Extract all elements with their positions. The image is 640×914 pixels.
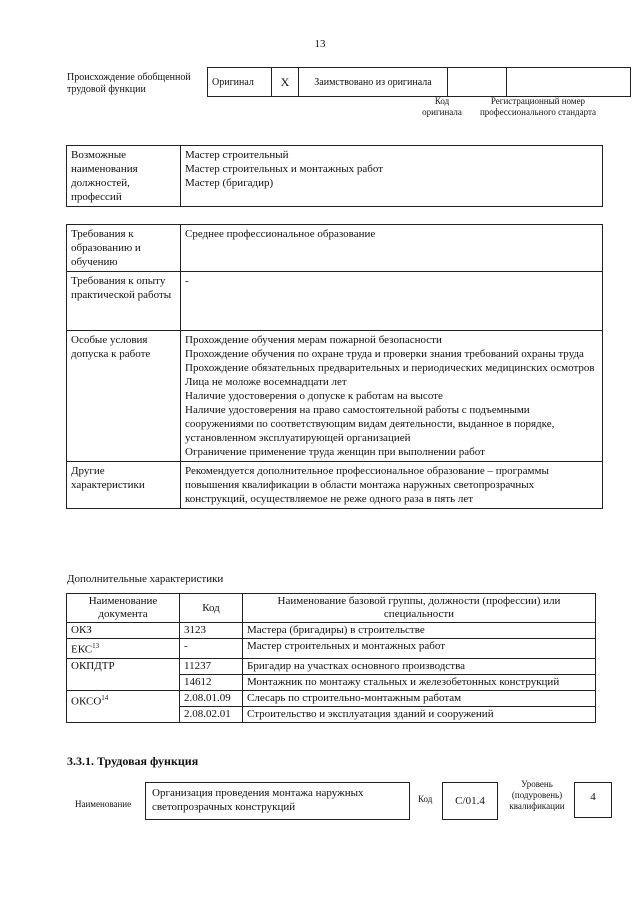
codes-doc [67, 639, 180, 659]
requirement-line: Наличие удостоверения о допуске к работам на высоте [185, 390, 443, 402]
codes-doc [67, 623, 180, 639]
origin-label: Происхождение обобщенной трудовой функции [67, 72, 191, 95]
position-item: Мастер (бригадир) [185, 177, 274, 189]
positions-table [66, 145, 603, 207]
origin-table [207, 67, 631, 97]
function-code: C/01.4 [442, 782, 498, 820]
requirement-line: Лица не моложе восемнадцати лет [185, 376, 347, 388]
requirement-value [181, 331, 603, 462]
requirement-line: - [185, 275, 189, 287]
origin-reg-cell [507, 68, 631, 97]
codes-name: Слесарь по строительно-монтажным работам [243, 690, 596, 706]
origin-borrowed-label: Заимствовано из оригинала [314, 76, 432, 88]
codes-header-code: Код [180, 594, 243, 623]
requirement-line: Рекомендуется дополнительное профессиональное образование – программы повышения квалификации в области монтажа наружных светопрозрачных конструкций, осуществляемое не реже одного раза в пять лет [185, 465, 549, 505]
origin-code-cell [448, 68, 507, 97]
codes-row [67, 639, 596, 659]
requirement-line: Ограничение применение труда женщин при выполнении работ [185, 446, 485, 458]
qualification-level: 4 [574, 782, 612, 818]
codes-row [67, 658, 596, 674]
origin-code-caption: Код оригинала [422, 96, 462, 117]
codes-name: Мастера (бригадиры) в строительстве [243, 623, 596, 639]
requirement-label: Требования к образованию и обучению [67, 225, 181, 272]
codes-code: 2.08.02.01 [180, 706, 243, 722]
origin-original-label: Оригинал [212, 76, 254, 88]
requirement-line: Наличие удостоверения на право самостоятельной работы с подъемными сооружениями по соответствующим видам деятельности, выданное в порядке, установленном эксплуатирующей организацией [185, 404, 555, 444]
origin-borrowed-cell [299, 68, 448, 97]
doc-name: ОКПДТР [71, 659, 115, 672]
requirement-value [181, 225, 603, 272]
position-item: Мастер строительный [185, 149, 289, 161]
qualification-level-label: Уровень (подуровень) квалификации [509, 779, 565, 811]
requirement-label: Требования к опыту практической работы [67, 272, 181, 331]
codes-row [67, 690, 596, 706]
function-name: Организация проведения монтажа наружных светопрозрачных конструкций [145, 782, 410, 820]
footnote-ref: 13 [92, 642, 100, 650]
codes-name: Монтажник по монтажу стальных и железобетонных конструкций [243, 674, 596, 690]
positions-label: Возможные наименования должностей, профессий [67, 146, 181, 207]
positions-values [181, 146, 603, 207]
codes-name: Мастер строительных и монтажных работ [243, 639, 596, 659]
doc-name: ЕКС [71, 643, 93, 656]
requirement-line: Прохождение обучения по охране труда и проверки знания требований охраны труда [185, 348, 584, 360]
doc-name: ОКЗ [71, 624, 92, 636]
codes-header-doc: Наименование документа [67, 594, 180, 623]
requirement-label: Особые условия допуска к работе [67, 331, 181, 462]
extra-characteristics-title: Дополнительные характеристики [67, 573, 224, 585]
section-title: 3.3.1. Трудовая функция [67, 754, 199, 768]
footnote-ref: 14 [101, 693, 109, 702]
codes-doc [67, 690, 180, 722]
origin-original-cell [208, 68, 272, 97]
codes-name: Бригадир на участках основного производства [243, 658, 596, 674]
requirement-value [181, 462, 603, 509]
requirement-line: Среднее профессиональное образование [185, 228, 376, 240]
codes-code: 11237 [180, 658, 243, 674]
requirement-line: Прохождение обучения мерам пожарной безопасности [185, 334, 442, 346]
function-code-label: Код [418, 794, 433, 804]
codes-code: - [180, 639, 243, 659]
requirement-value [181, 272, 603, 331]
position-item: Мастер строительных и монтажных работ [185, 163, 383, 175]
origin-mark: X [280, 74, 290, 89]
codes-name: Строительство и эксплуатация зданий и сооружений [243, 706, 596, 722]
requirement-label: Другие характеристики [67, 462, 181, 509]
codes-code: 14612 [180, 674, 243, 690]
codes-doc [67, 658, 180, 690]
codes-table [66, 593, 596, 723]
doc-name: ОКСО [71, 695, 102, 708]
requirements-table [66, 224, 603, 509]
page-number: 13 [314, 38, 326, 50]
codes-code: 2.08.01.09 [180, 690, 243, 706]
requirement-line: Прохождение обязательных предварительных и периодических медицинских осмотров [185, 362, 595, 374]
origin-mark-cell [272, 68, 299, 97]
function-name-label: Наименование [75, 799, 132, 809]
codes-row [67, 623, 596, 639]
codes-header-name: Наименование базовой группы, должности (профессии) или специальности [243, 594, 596, 623]
codes-code: 3123 [180, 623, 243, 639]
origin-reg-caption: Регистрационный номер профессионального стандарта [479, 96, 597, 117]
